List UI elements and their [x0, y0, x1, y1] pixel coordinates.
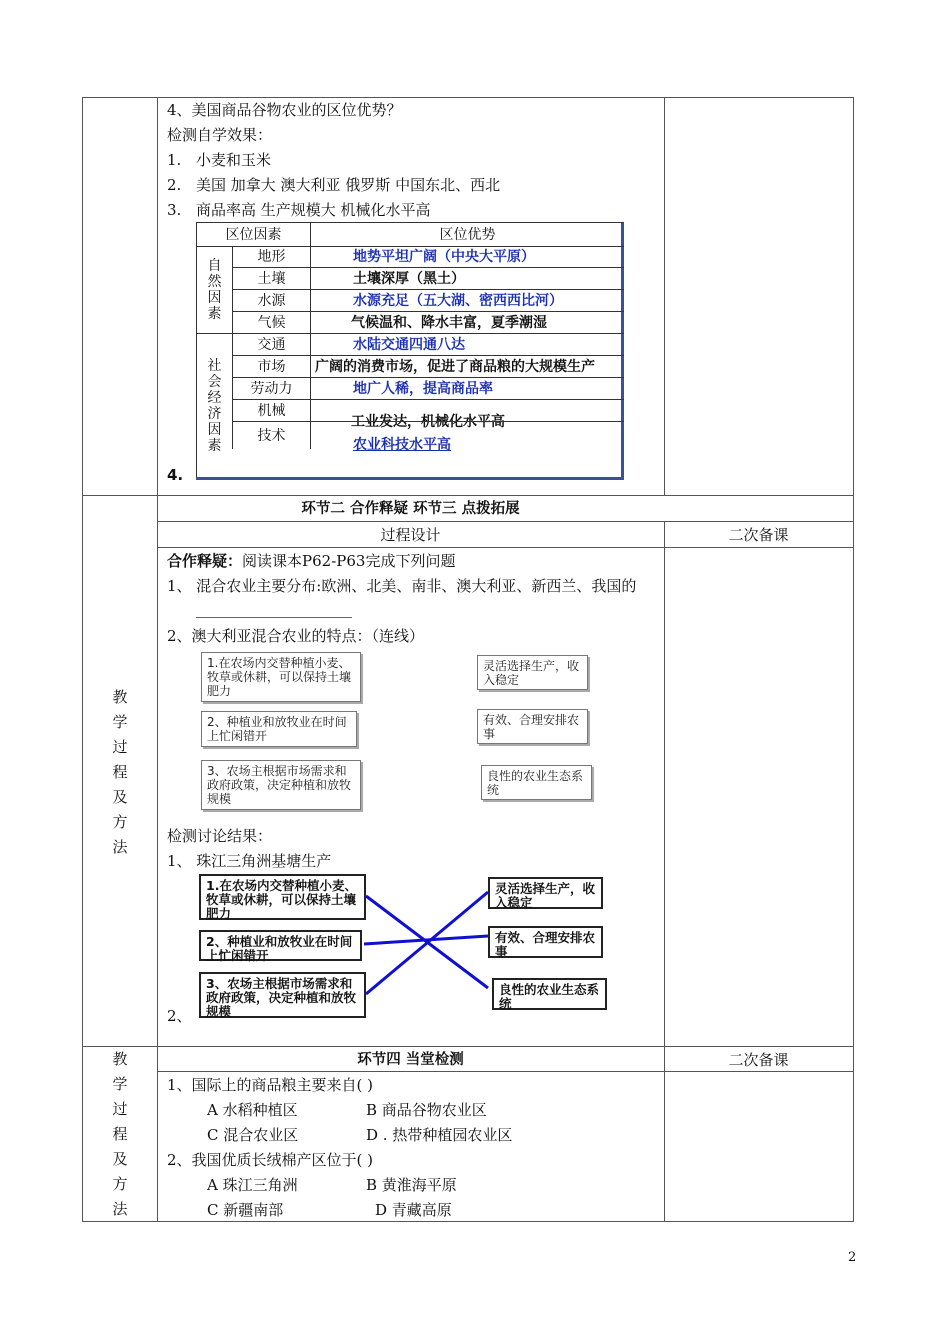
- left-box-3: 3、农场主根据市场需求和政府政策，决定种植和放牧规模: [201, 760, 361, 810]
- test-q1-b: B 商品谷物农业区: [366, 1101, 487, 1119]
- test-q1-a: A 水稻种植区: [207, 1101, 298, 1119]
- advantage-cell: 气候温和、降水丰富，夏季潮湿: [310, 311, 624, 333]
- side-label-teaching-2: 教 学 过 程 及 方 法: [112, 1050, 128, 1218]
- answer-left-box-3: 3、农场主根据市场需求和政府政策，决定种植和放牧规模: [199, 972, 366, 1018]
- col-second-prep: 二次备课: [728, 526, 789, 544]
- blank-line: [196, 617, 352, 618]
- coop-text: 阅读课本P62-P63完成下列问题: [242, 552, 456, 570]
- advantage-cell: 地广人稀，提高商品率: [310, 377, 624, 399]
- test-q1: 1、国际上的商品粮主要来自( ): [167, 1076, 374, 1094]
- left-box-2: 2、种植业和放牧业在时间上忙闲错开: [201, 711, 357, 747]
- coop-q2: 2、澳大利亚混合农业的特点：（连线）: [167, 627, 425, 645]
- col-process-design: 过程设计: [380, 526, 441, 544]
- answer-1: 小麦和玉米: [196, 151, 272, 169]
- answer-1-num: 1.: [167, 151, 182, 169]
- answer-right-box-1: 灵活选择生产，收入稳定: [488, 877, 603, 909]
- section2-header: 环节二 合作释疑 环节三 点拨拓展: [301, 501, 520, 517]
- coop-line: [167, 551, 455, 571]
- coop-q1: 1、 混合农业主要分布:欧洲、北美、南非、澳大利亚、新西兰、我国的: [167, 577, 637, 595]
- factor-cell: 水源: [232, 289, 310, 311]
- matching-lines: [360, 870, 495, 1010]
- test-q2: 2、我国优质长绒棉产区位于( ): [167, 1151, 374, 1169]
- test-q1-c: C 混合农业区: [207, 1126, 299, 1144]
- advantage-cell: 水源充足（五大湖、密西西比河）: [310, 289, 624, 311]
- advantage-cell: 土壤深厚（黑土）: [310, 267, 624, 289]
- advantage-cell: 工业发达，机械化水平高: [310, 399, 624, 421]
- advantage-cell: 地势平坦广阔（中央大平原）: [310, 246, 624, 267]
- advantage-cell: 广阔的消费市场，促进了商品粮的大规模生产: [310, 355, 624, 377]
- page-number: 2: [848, 1250, 857, 1265]
- result-1: 1、 珠江三角洲基塘生产: [167, 852, 332, 870]
- answer-left-box-1: 1.在农场内交替种植小麦、牧草或休耕，可以保持土壤肥力: [199, 874, 366, 920]
- factor-cell: 机械: [232, 399, 310, 421]
- answer-right-box-3: 良性的农业生态系统: [492, 978, 607, 1010]
- left-box-1: 1.在农场内交替种植小麦、牧草或休耕，可以保持土壤肥力: [201, 652, 361, 702]
- test-q2-c: C 新疆南部: [207, 1201, 284, 1219]
- section4-header: 环节四 当堂检测: [357, 1052, 464, 1068]
- col-second-prep-2: 二次备课: [728, 1051, 789, 1069]
- test-q2-a: A 珠江三角洲: [207, 1176, 298, 1194]
- answer-3-num: 3.: [167, 201, 182, 219]
- right-box-3: 良性的农业生态系统: [481, 765, 592, 800]
- factor-cell: 气候: [232, 311, 310, 333]
- group-socioeconomic-factors: 社 会 经 济 因 素: [196, 333, 232, 477]
- coop-label: 合作释疑：: [167, 552, 243, 570]
- header-factor: 区位因素: [196, 222, 310, 246]
- header-advantage: 区位优势: [310, 222, 624, 246]
- answer-left-box-2: 2、种植业和放牧业在时间上忙闲错开: [199, 930, 362, 961]
- factor-cell: 交通: [232, 333, 310, 355]
- answer-4-num: 4.: [167, 466, 184, 484]
- side-label-teaching: 教 学 过 程 及 方 法: [112, 688, 128, 856]
- result-title: 检测讨论结果：: [167, 827, 273, 845]
- factor-cell: 土壤: [232, 267, 310, 289]
- factor-cell: 地形: [232, 246, 310, 267]
- question-4: 4、美国商品谷物农业的区位优势？: [167, 101, 402, 119]
- test-q2-d: D 青藏高原: [375, 1201, 452, 1219]
- check-title: 检测自学效果：: [167, 126, 273, 144]
- answer-2: 美国 加拿大 澳大利亚 俄罗斯 中国东北、西北: [196, 176, 501, 194]
- advantage-cell: 农业科技水平高: [310, 421, 624, 449]
- factor-cell: 市场: [232, 355, 310, 377]
- test-q1-d: D . 热带种植园农业区: [366, 1126, 513, 1144]
- answer-right-box-2: 有效、合理安排农事: [488, 926, 603, 958]
- location-factor-table: [196, 222, 624, 480]
- right-box-1: 灵活选择生产，收入稳定: [477, 655, 588, 690]
- factor-cell: 技术: [232, 421, 310, 449]
- right-box-2: 有效、合理安排农事: [477, 709, 588, 744]
- advantage-cell: 水陆交通四通八达: [310, 333, 624, 355]
- answer-2-num: 2.: [167, 176, 182, 194]
- test-q2-b: B 黄淮海平原: [366, 1176, 457, 1194]
- factor-cell: 劳动力: [232, 377, 310, 399]
- answer-3: 商品率高 生产规模大 机械化水平高: [196, 201, 431, 219]
- result-2: 2、: [167, 1007, 192, 1025]
- group-natural-factors: 自 然 因 素: [196, 246, 232, 333]
